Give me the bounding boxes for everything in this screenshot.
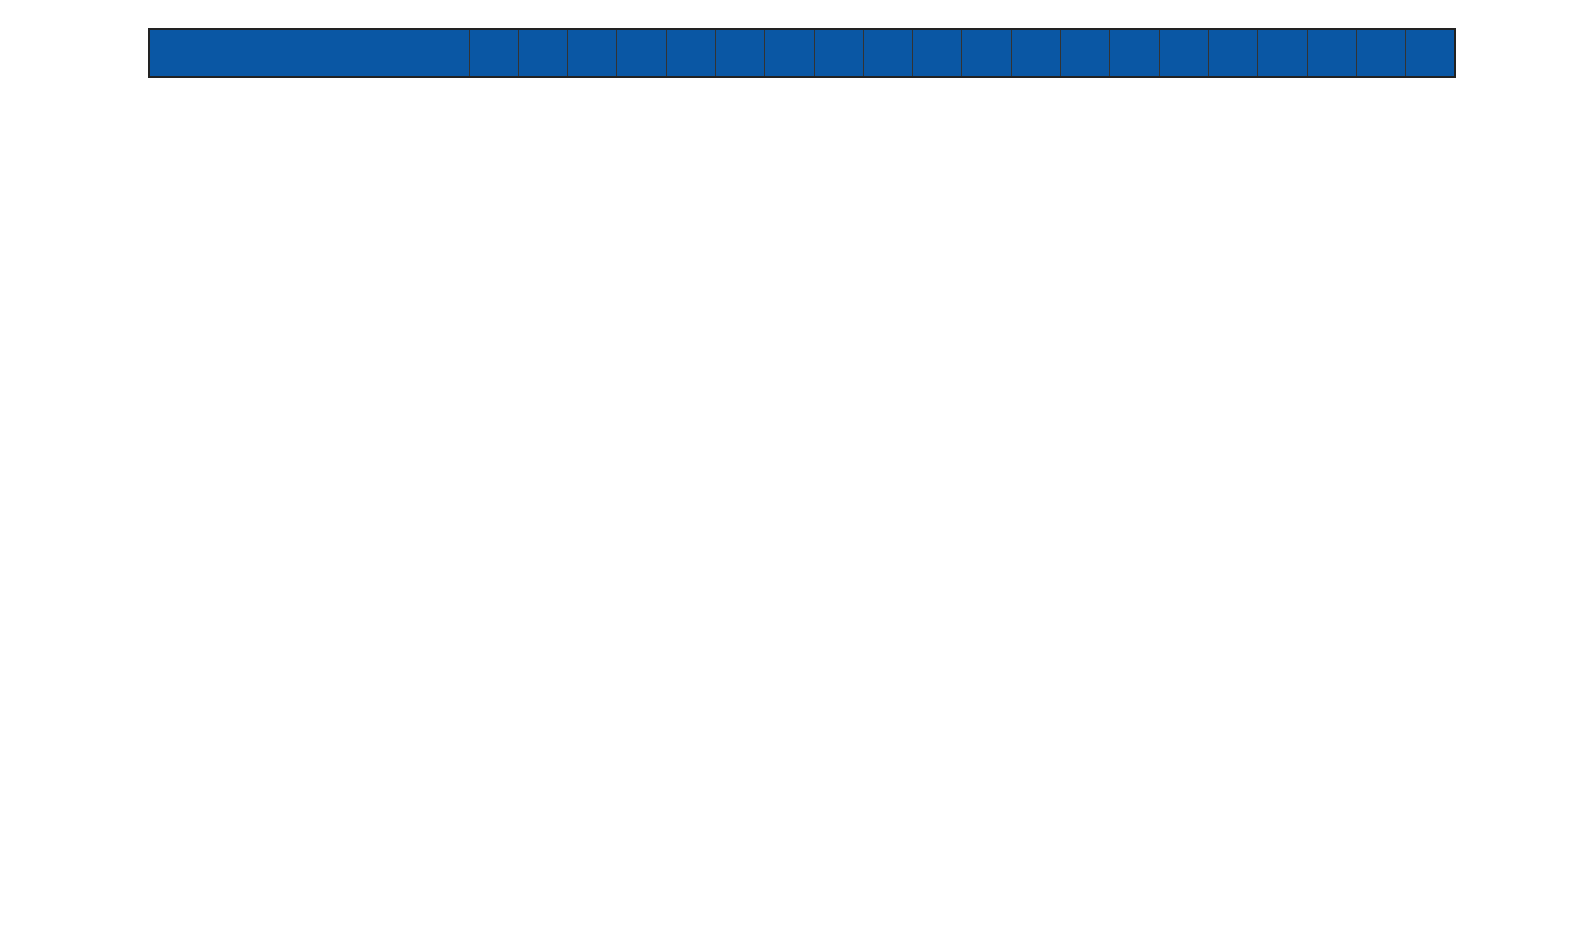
catalog-code-009 [666, 29, 715, 77]
spec-table [148, 28, 1456, 78]
catalog-code-002 [469, 29, 518, 77]
catalog-code-208 [1307, 29, 1356, 77]
catalog-code-168 [1258, 29, 1307, 77]
catalog-code-header [149, 29, 469, 77]
catalog-code-089 [1110, 29, 1159, 77]
catalog-code-023 [814, 29, 863, 77]
catalog-code-060 [1011, 29, 1060, 77]
catalog-code-018 [765, 29, 814, 77]
catalog-code-031 [863, 29, 912, 77]
catalog-code-296 [1406, 29, 1455, 77]
catalog-code-044 [962, 29, 1011, 77]
catalog-code-075 [1061, 29, 1110, 77]
catalog-code-007 [617, 29, 666, 77]
catalog-code-012 [715, 29, 764, 77]
catalog-code-038 [913, 29, 962, 77]
catalog-code-103 [1159, 29, 1208, 77]
catalog-code-140 [1208, 29, 1257, 77]
catalog-code-005 [568, 29, 617, 77]
catalog-code-250 [1356, 29, 1405, 77]
section-sidebar [1486, 0, 1586, 944]
catalog-code-004 [518, 29, 567, 77]
